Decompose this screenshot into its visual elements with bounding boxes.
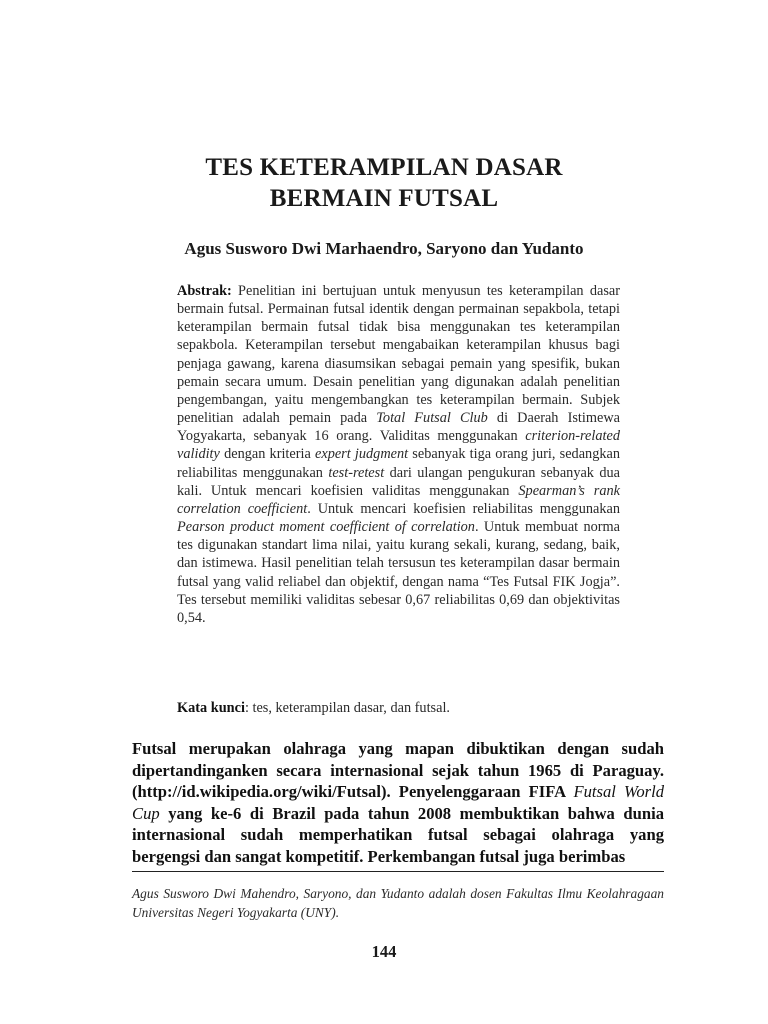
body-text-2: yang ke-6 di Brazil pada tahun 2008 membuktikan bahwa dunia internasional sudah memperhatikan futsal sebagai olahraga yang bergengsi dan sangat kompetitif. Perkembangan futsal juga berimbas (132, 803, 664, 866)
author-list: Agus Susworo Dwi Marhaendro, Saryono dan Yudanto (184, 239, 584, 258)
abstract (177, 282, 620, 627)
abstract-text-6: . Untuk mencari koefisien reliabilitas menggunakan (307, 500, 620, 517)
abstract-term-test-retest: test-retest (328, 464, 385, 481)
title-line-1: TES KETERAMPILAN DASAR (205, 154, 563, 181)
body-paragraph (132, 738, 664, 868)
keywords-text: : tes, keterampilan dasar, dan futsal. (244, 700, 451, 716)
footnote: Agus Susworo Dwi Mahendro, Saryono, dan Yudanto adalah dosen Fakultas Ilmu Keolahragaan Universitas Negeri Yogyakarta (UNY). (132, 886, 664, 920)
body-term-futsal-world-cup: Futsal World Cup (132, 782, 664, 823)
body-text-1: Futsal merupakan olahraga yang mapan dibuktikan dengan sudah dipertandinganken secara internasional sejak tahun 1965 di Paraguay. (http://id.wikipedia.org/wiki/Futsal). Penyelenggaraan FIFA (132, 739, 664, 802)
paper-title (0, 152, 768, 214)
abstract-text-2: di Daerah Istimewa Yogyakarta, sebanyak 16 orang. Validitas menggunakan (177, 410, 620, 445)
title-line-2: BERMAIN FUTSAL (269, 185, 499, 212)
abstract-text-1: Penelitian ini bertujuan untuk menyusun tes keterampilan dasar bermain futsal. Permainan futsal identik dengan permainan sepakbola, tetapi keterampilan bermain futsal tidak bisa menggunakan tes keterampilan sepakbola. Keterampilan tersebut mengabaikan keterampilan khusus bagi penjaga gawang, karena diasumsikan sebagai pemain yang spesifik, bukan pemain secara umum. Desain penelitian yang digunakan adalah penelitian pengembangan, yaitu mengembangkan tes keterampilan bermain. Subjek penelitian adalah pemain pada (177, 283, 620, 427)
abstract-text-3: dengan kriteria (219, 446, 315, 463)
abstract-term-pearson: Pearson product moment coefficient of correlation (177, 519, 475, 536)
footnote-divider (132, 871, 664, 872)
abstract-term-expert-judgment: expert judgment (315, 446, 409, 463)
abstract-text-5: dari ulangan pengukuran sebanyak dua kali. Untuk mencari koefisien validitas menggunakan (177, 464, 620, 499)
abstract-term-total-futsal-club: Total Futsal Club (376, 410, 488, 427)
abstract-text-4: sebanyak tiga orang juri, sedangkan reliabilitas menggunakan (177, 446, 620, 481)
abstract-term-spearman: Spearman’s rank correlation coefficient (177, 482, 620, 517)
abstract-label: Abstrak: (177, 283, 232, 299)
abstract-text-7: . Untuk membuat norma tes digunakan standart lima nilai, yaitu kurang sekali, kurang, sedang, baik, dan istimewa. Hasil penelitian telah tersusun tes keterampilan dasar bermain futsal yang valid reliabel dan objektif, dengan nama “Tes Futsal FIK Jogja”. Tes tersebut memiliki validitas sebesar 0,67 reliabilitas 0,69 dan objektivitas 0,54. (177, 519, 620, 626)
page-number: 144 (371, 942, 397, 961)
keywords-label: Kata kunci (177, 700, 245, 716)
keywords (177, 699, 620, 717)
abstract-term-criterion-validity: criterion-related validity (177, 428, 620, 463)
